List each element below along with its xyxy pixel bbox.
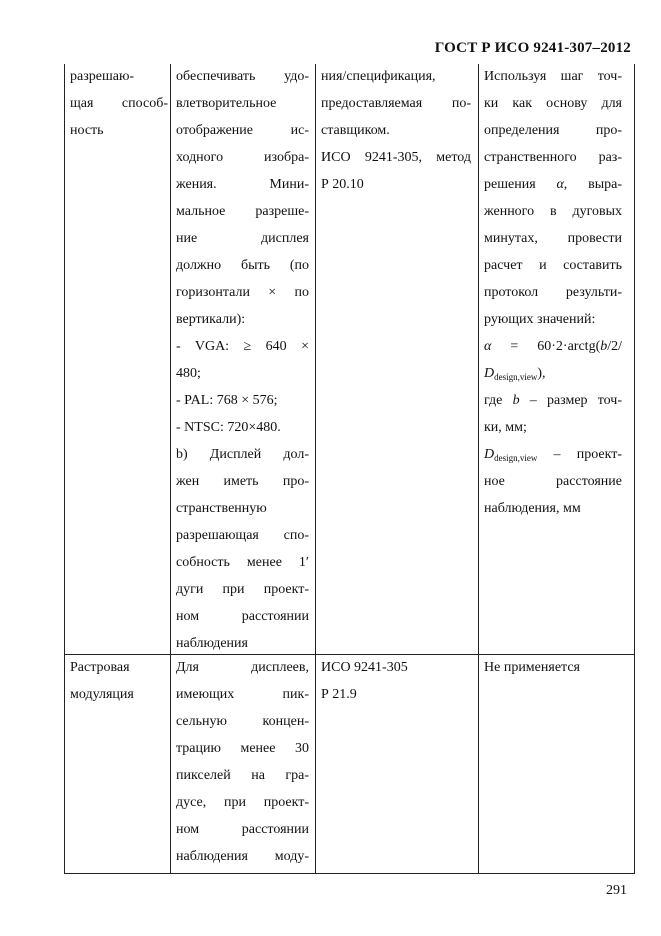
text-line: пикселей на гра- <box>176 768 309 783</box>
row1-requirement-cell <box>176 63 309 657</box>
text-fragment: – размер точ- <box>529 393 623 408</box>
text-fragment: – проект- <box>553 447 622 462</box>
text-line: Растровая <box>70 660 130 675</box>
column-divider-3 <box>478 64 479 874</box>
text-line: определения про- <box>484 123 622 138</box>
formula-part: 60·2·arctg( <box>537 339 601 354</box>
text-line: b) Дисплей дол- <box>176 447 309 462</box>
text-line: странственную <box>176 501 267 516</box>
row2-parameter-cell <box>70 654 168 708</box>
row1-method-cell <box>321 63 471 198</box>
text-line: ность <box>70 123 104 138</box>
variable-b: b <box>512 393 520 408</box>
text-line: Р 20.10 <box>321 177 364 192</box>
alpha-symbol: α <box>556 177 564 192</box>
page-number: 291 <box>606 883 627 898</box>
text-line: ходного изобра- <box>176 150 309 165</box>
text-line: дусе, при проект- <box>176 795 309 810</box>
text-line: ИСО 9241-305, метод <box>321 150 471 165</box>
text-line <box>484 171 622 198</box>
text-line: мальное разреше- <box>176 204 309 219</box>
text-line: ния/спецификация, <box>321 69 436 84</box>
column-divider-1 <box>170 64 171 874</box>
text-line: горизонтали × по <box>176 285 309 300</box>
text-line: вертикали): <box>176 312 246 327</box>
formula-D: D <box>484 366 495 381</box>
formula-alpha: α <box>484 339 492 354</box>
text-line: разрешаю- <box>70 69 135 84</box>
text-fragment: , выра- <box>563 177 622 192</box>
text-line: ки как основу для <box>484 96 622 111</box>
text-fragment: где <box>484 393 503 408</box>
variable-letter: D <box>484 447 495 462</box>
text-line: трацию менее 30 <box>176 741 309 756</box>
formula-rhs <box>537 339 622 354</box>
text-line: рующих значений: <box>484 312 596 327</box>
text-line: протокол результи- <box>484 285 622 300</box>
formula-part: /2/ <box>607 339 623 354</box>
text-line: женного в дуговых <box>484 204 622 219</box>
formula-line <box>484 333 622 360</box>
text-line: Используя шаг точ- <box>484 69 622 84</box>
text-line: дуги при проект- <box>176 582 309 597</box>
text-line: разрешающая спо- <box>176 528 309 543</box>
row2-requirement-cell <box>176 654 309 870</box>
table-border-right <box>634 64 635 874</box>
text-line: щая способ- <box>70 96 168 111</box>
text-line: минутах, провести <box>484 231 622 246</box>
variable-D <box>484 447 537 462</box>
text-line: наблюдения <box>176 636 248 651</box>
row1-parameter-cell <box>70 63 168 144</box>
text-line: наблюдения моду- <box>176 849 309 864</box>
text-line: ки, мм; <box>484 420 527 435</box>
text-line <box>484 387 622 414</box>
document-header: ГОСТ Р ИСО 9241-307–2012 <box>434 40 631 56</box>
text-line: ИСО 9241-305 <box>321 660 408 675</box>
text-line: - VGA: ≥ 640 × <box>176 339 309 354</box>
text-line: собность менее 1′ <box>176 555 309 570</box>
text-line: Р 21.9 <box>321 687 357 702</box>
text-line: ние дисплея <box>176 231 309 246</box>
text-line: обеспечивать удо- <box>176 69 309 84</box>
row1-evaluation-cell <box>484 63 622 522</box>
formula-equals: = <box>510 339 519 354</box>
text-line: влетворительное <box>176 96 277 111</box>
text-line: - NTSC: 720×480. <box>176 420 281 435</box>
text-line: ное расстояние <box>484 474 622 489</box>
text-fragment: решения <box>484 177 536 192</box>
text-line: наблюдения, мм <box>484 501 581 516</box>
formula-subscript: design,view <box>494 372 538 382</box>
requirements-table <box>64 64 635 874</box>
text-line: ном расстоянии <box>176 609 309 624</box>
column-divider-2 <box>315 64 316 874</box>
text-line: Не применяется <box>484 660 580 675</box>
table-border-left <box>64 64 65 874</box>
formula-b: b <box>600 339 608 354</box>
text-line <box>484 441 622 468</box>
text-line: модуляция <box>70 687 134 702</box>
text-line: расчет и составить <box>484 258 622 273</box>
text-line: имеющих пик- <box>176 687 309 702</box>
table-border-bottom <box>64 873 635 874</box>
row2-method-cell <box>321 654 471 708</box>
text-line: - PAL: 768 × 576; <box>176 393 278 408</box>
text-line: должно быть (по <box>176 258 309 273</box>
text-line: Для дисплеев, <box>176 660 309 675</box>
formula-part: ), <box>537 366 546 381</box>
text-line: странственного раз- <box>484 150 622 165</box>
text-line: 480; <box>176 366 201 381</box>
variable-subscript: design,view <box>494 453 538 463</box>
row2-evaluation-cell <box>484 654 622 681</box>
text-line: ставщиком. <box>321 123 390 138</box>
text-line: предоставляемая по- <box>321 96 471 111</box>
text-line: сельную концен- <box>176 714 309 729</box>
text-line: жен иметь про- <box>176 474 309 489</box>
formula-line <box>484 360 622 387</box>
text-line: жения. Мини- <box>176 177 309 192</box>
text-line: отображение ис- <box>176 123 309 138</box>
text-line: ном расстоянии <box>176 822 309 837</box>
